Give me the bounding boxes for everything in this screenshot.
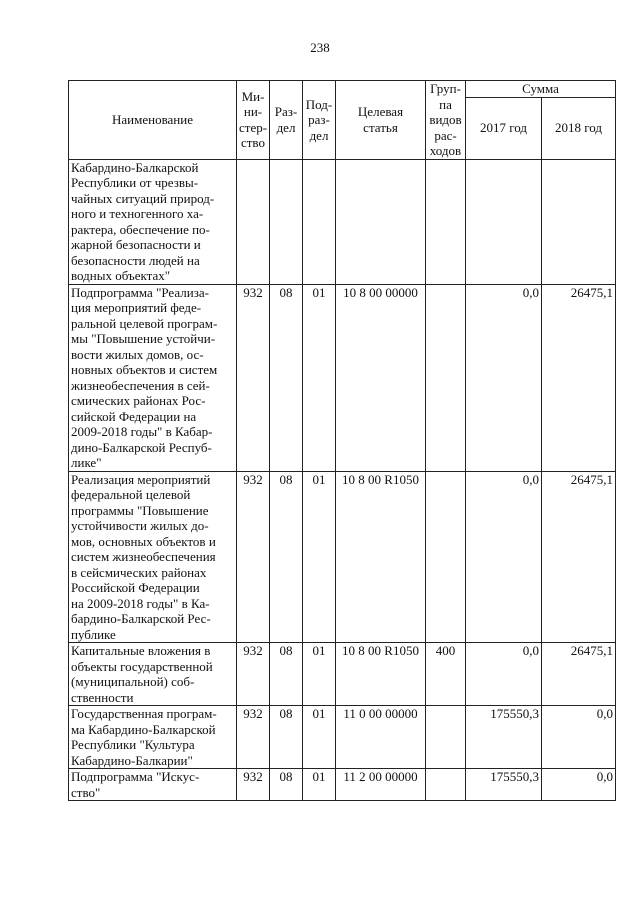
cell-name: Подпрограмма "Реализа- ция мероприятий феде- ральной целевой програм- мы "Повышение устойчи- вости жилых домов, ос- новных объектов и систем жизнеобеспечения в сей- смических районах Рос- сийской Федерации на 2009-2018 годы" в Кабар- дино-Балкарской Респуб- лике" [69,284,237,471]
cell-section: 08 [270,643,303,706]
table-row [69,643,616,706]
cell-2017: 0,0 [466,471,542,643]
table-row [69,159,616,284]
cell-target: 10 8 00 00000 [336,284,426,471]
cell-name: Капитальные вложения в объекты государственной (муниципальной) соб- ственности [69,643,237,706]
cell-name: Кабардино-Балкарской Республики от чрезвы- чайных ситуаций природ- ного и техногенного ха- рактера, обеспечение по- жарной безопасности и безопасности людей на водных объектах" [69,159,237,284]
header-2018: 2018 год [542,97,616,159]
cell-2017: 0,0 [466,643,542,706]
cell-section: 08 [270,471,303,643]
cell-target: 10 8 00 R1050 [336,643,426,706]
cell-target [336,159,426,284]
cell-name: Реализация мероприятий федеральной целевой программы "Повышение устойчивости жилых до- мов, основных объектов и систем жизнеобеспечения в сейсмических районах Российской Федерации на 2009-2018 годы" в Ка- бардино-Балкарской Рес- публике [69,471,237,643]
table-row [69,769,616,801]
cell-target: 10 8 00 R1050 [336,471,426,643]
cell-ministry [237,159,270,284]
cell-2018: 26475,1 [542,284,616,471]
cell-target: 11 0 00 00000 [336,706,426,769]
cell-subsection [303,159,336,284]
header-2017: 2017 год [466,97,542,159]
header-sum: Сумма [466,81,616,98]
cell-2017: 175550,3 [466,769,542,801]
header-subsection: Под- раз- дел [303,81,336,160]
cell-group: 400 [426,643,466,706]
cell-group [426,471,466,643]
cell-2018: 0,0 [542,769,616,801]
cell-ministry: 932 [237,284,270,471]
cell-2018 [542,159,616,284]
cell-subsection: 01 [303,643,336,706]
cell-ministry: 932 [237,471,270,643]
cell-group [426,159,466,284]
cell-2017 [466,159,542,284]
cell-ministry: 932 [237,643,270,706]
cell-section: 08 [270,769,303,801]
table-body [69,159,616,801]
cell-subsection: 01 [303,769,336,801]
cell-target: 11 2 00 00000 [336,769,426,801]
cell-group [426,284,466,471]
header-name: Наименование [69,81,237,160]
cell-ministry: 932 [237,769,270,801]
table-row [69,284,616,471]
header-group: Груп- па видов рас- ходов [426,81,466,160]
cell-group [426,769,466,801]
cell-subsection: 01 [303,284,336,471]
cell-section [270,159,303,284]
cell-2018: 26475,1 [542,471,616,643]
cell-2018: 26475,1 [542,643,616,706]
header-ministry: Ми- ни- стер- ство [237,81,270,160]
table-header [69,81,616,160]
budget-table [68,80,616,801]
cell-section: 08 [270,284,303,471]
cell-name: Подпрограмма "Искус- ство" [69,769,237,801]
cell-ministry: 932 [237,706,270,769]
cell-2017: 175550,3 [466,706,542,769]
page-number: 238 [310,40,330,55]
cell-subsection: 01 [303,706,336,769]
cell-subsection: 01 [303,471,336,643]
cell-group [426,706,466,769]
table-row [69,706,616,769]
cell-2018: 0,0 [542,706,616,769]
cell-section: 08 [270,706,303,769]
header-target: Целевая статья [336,81,426,160]
header-section: Раз- дел [270,81,303,160]
table-row [69,471,616,643]
cell-2017: 0,0 [466,284,542,471]
cell-name: Государственная програм- ма Кабардино-Балкарской Республики "Культура Кабардино-Балкарии" [69,706,237,769]
